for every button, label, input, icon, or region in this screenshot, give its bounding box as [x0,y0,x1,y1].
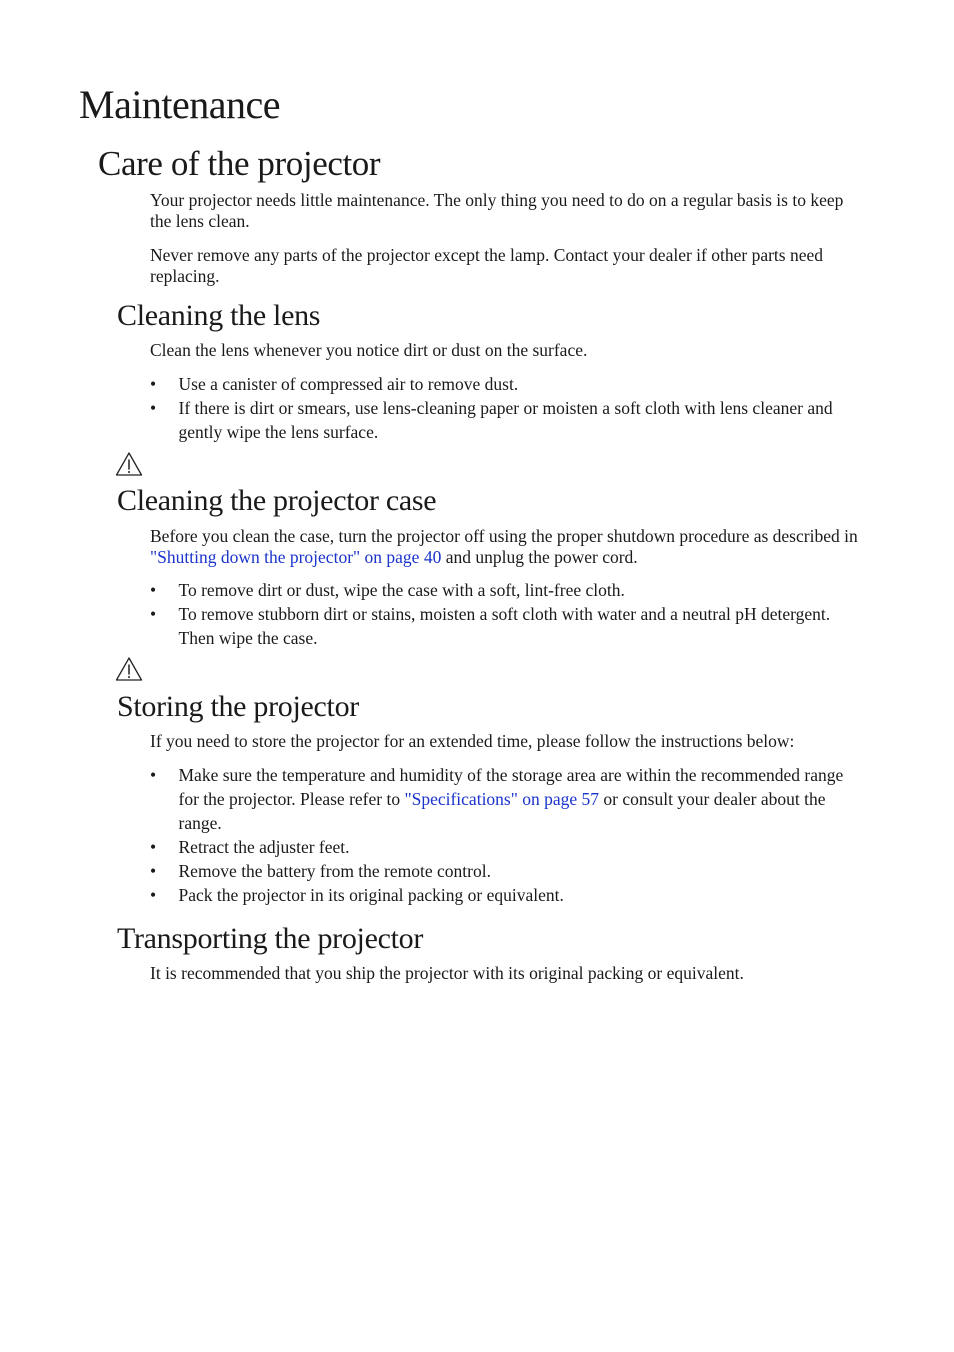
shutting-down-link[interactable]: "Shutting down the projector" on page 40 [150,546,442,567]
section-heading-care: Care of the projector [98,144,381,183]
warning-triangle-icon [115,451,143,477]
list-item-text: Pack the projector in its original packing or equivalent. [178,885,564,905]
bullet-marker: • [150,398,157,418]
lens-intro: Clean the lens whenever you notice dirt or dust on the surface. [150,340,588,360]
lens-bullet-list [150,372,865,444]
list-item-text: Retract the adjuster feet. [178,837,350,857]
care-paragraph-2: Never remove any parts of the projector except the lamp. Contact your dealer if other parts need replacing. [150,245,823,286]
section-heading-transporting: Transporting the projector [117,922,424,955]
warning-triangle-icon [115,656,143,682]
list-item [150,883,865,907]
list-item-text-end: or consult your dealer about the range. [178,789,826,833]
section-heading-cleaning-lens: Cleaning the lens [117,299,321,332]
case-bullet-list [150,578,865,650]
list-item [150,835,865,859]
storing-bullet-list [150,763,865,907]
list-item [150,602,865,650]
case-intro-text: Before you clean the case, turn the projector off using the proper shutdown procedure as described in [150,526,858,546]
care-paragraph-1: Your projector needs little maintenance. The only thing you need to do on a regular basis is to keep the lens clean. [150,190,844,231]
case-intro [150,526,865,567]
transport-text: It is recommended that you ship the projector with its original packing or equivalent. [150,963,744,983]
bullet-marker: • [150,765,157,785]
list-item-text: Make sure the temperature and humidity of the storage area are within the recommended range for the projector. Please refer to [178,765,844,809]
bullet-marker: • [150,604,157,624]
list-item [150,859,865,883]
list-item-text: Use a canister of compressed air to remove dust. [178,374,519,394]
storing-intro: If you need to store the projector for an extended time, please follow the instructions below: [150,731,795,751]
bullet-marker: • [150,885,157,905]
list-item [150,372,865,396]
list-item-text: To remove dirt or dust, wipe the case with a soft, lint-free cloth. [178,580,625,600]
bullet-marker: • [150,580,157,600]
bullet-marker: • [150,374,157,394]
list-item [150,578,865,602]
list-item-text: If there is dirt or smears, use lens-cleaning paper or moisten a soft cloth with lens cleaner and gently wipe the lens surface. [178,398,833,442]
list-item-text: Remove the battery from the remote control. [178,861,491,881]
list-item [150,396,865,444]
list-item-text: To remove stubborn dirt or stains, moisten a soft cloth with water and a neutral pH detergent. Then wipe the case. [178,604,831,648]
section-heading-cleaning-case: Cleaning the projector case [117,484,437,517]
bullet-marker: • [150,837,157,857]
list-item [150,763,865,835]
bullet-marker: • [150,861,157,881]
section-heading-storing: Storing the projector [117,690,359,723]
case-intro-text-end: and unplug the power cord. [441,546,638,567]
specifications-link[interactable]: "Specifications" on page 57 [404,789,600,809]
page-title: Maintenance [79,82,281,127]
